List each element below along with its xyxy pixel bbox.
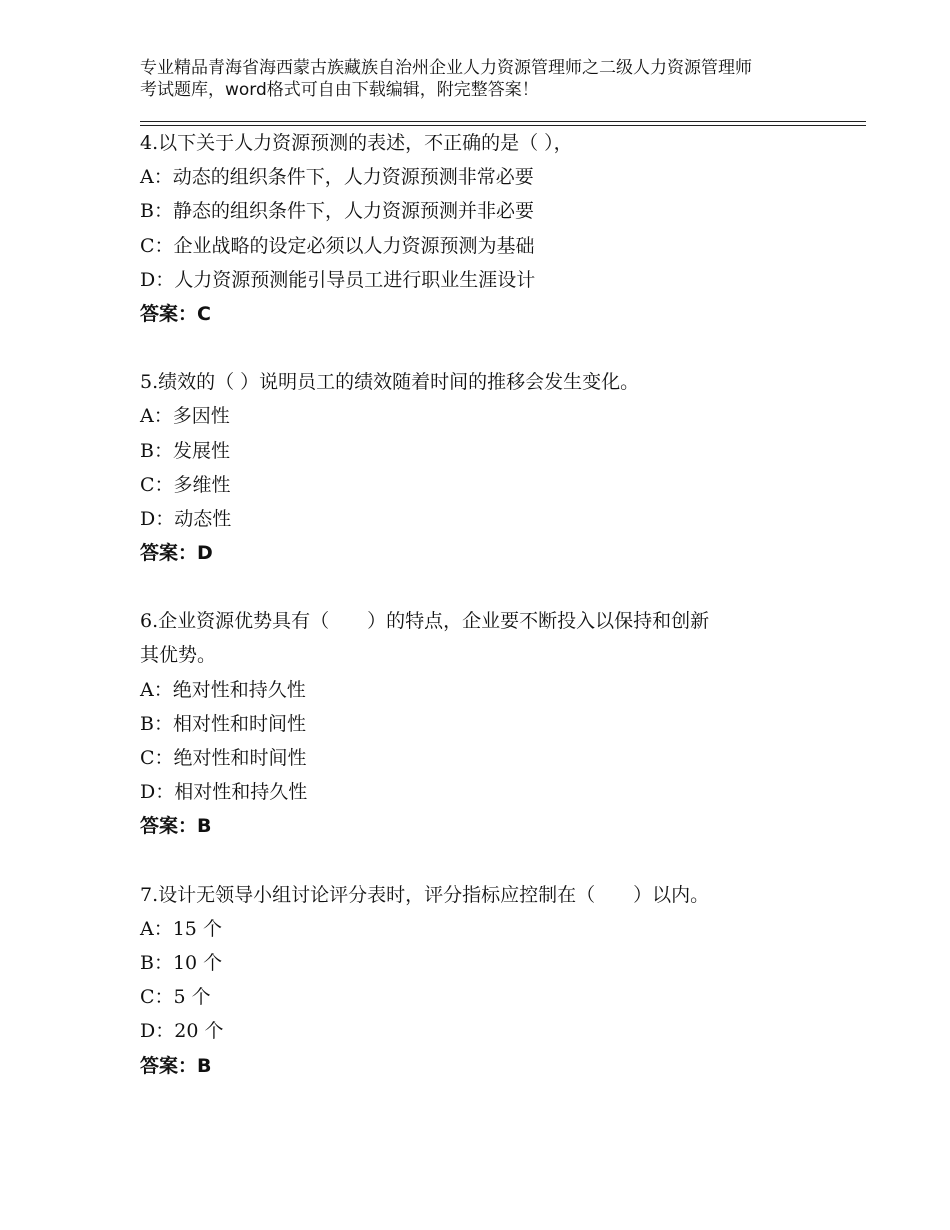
document-header [140,57,840,101]
question-stem: 6.企业资源优势具有（ ）的特点，企业要不断投入以保持和创新 [140,610,710,633]
question-stem: 5.绩效的（ ）说明员工的绩效随着时间的推移会发生变化。 [140,371,640,394]
option-a: A：动态的组织条件下，人力资源预测非常必要 [140,166,534,189]
option-b: B：发展性 [140,439,230,462]
option-d: D：20 个 [140,1020,224,1043]
question-6 [140,604,866,843]
header-divider-top [140,121,866,122]
question-stem: 4.以下关于人力资源预测的表述，不正确的是（ ）， [140,132,573,154]
option-a: A：绝对性和持久性 [140,678,306,701]
option-a: A：15 个 [140,917,222,940]
answer: 答案：B [140,815,212,838]
option-d: D：相对性和持久性 [140,781,308,804]
option-d: D：人力资源预测能引导员工进行职业生涯设计 [140,268,536,291]
question-4 [140,126,866,331]
option-a: A：多因性 [140,405,230,428]
answer: 答案：B [140,1054,212,1077]
option-c: C：多维性 [140,473,231,496]
question-list [140,126,866,1117]
question-stem: 7.设计无领导小组讨论评分表时，评分指标应控制在（ ）以内。 [140,883,710,906]
option-c: C：企业战略的设定必须以人力资源预测为基础 [140,234,535,257]
option-b: B：静态的组织条件下，人力资源预测并非必要 [140,200,534,223]
option-b: B：10 个 [140,951,223,974]
question-stem-continued: 其优势。 [140,644,217,667]
option-b: B：相对性和时间性 [140,712,306,735]
option-d: D：动态性 [140,507,232,530]
question-7 [140,878,866,1083]
option-c: C：5 个 [140,986,211,1009]
header-line-2: 考试题库，word格式可自由下载编辑，附完整答案！ [140,80,539,100]
answer: 答案：C [140,302,211,325]
header-line-1: 专业精品青海省海西蒙古族藏族自治州企业人力资源管理师之二级人力资源管理师 [140,58,752,78]
answer: 答案：D [140,542,213,565]
option-c: C：绝对性和时间性 [140,747,307,769]
question-5 [140,365,866,570]
